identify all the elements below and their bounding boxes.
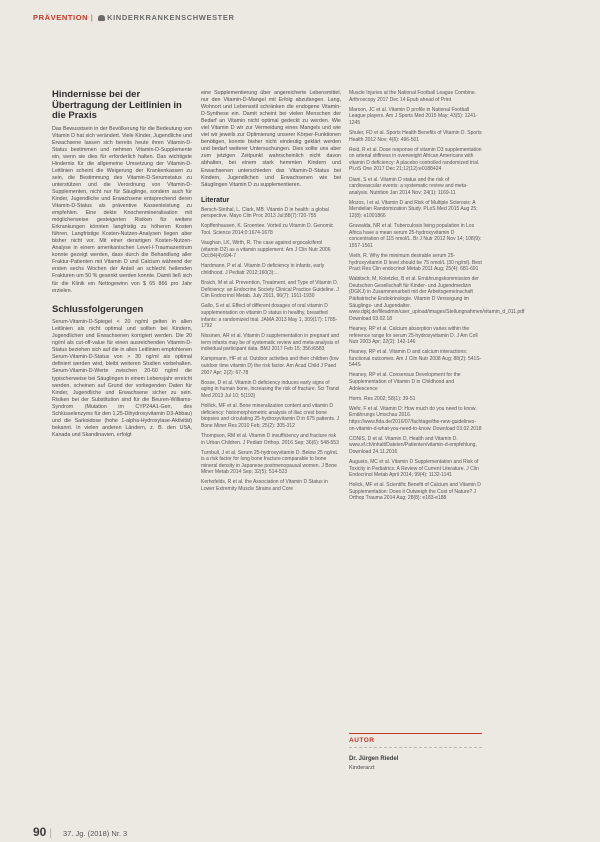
body-paragraph: Das Bewusstsein in der Bevölkerung für die Bedeutung von Vitamin D hat sich verändert. Viele Kinder, Jugendliche und Erwachsene lassen sich bereits heute ihren Vitamin-D-Status bestimmen und nehmen Vitamin-D-Supplemente ein, wenn sie dies für erforderlich halten. Das wichtigste Hindernis für die allgemeine Umsetzung der Vitamin-D-Leitlinien scheint die Weigerung der Krankenkassen zu sein, die Bestimmung des Vitamin-D-Serumstatus zu unterstützen und die Verordnung von Vitamin-D-Supplementen, nicht nur für Säuglinge, sondern auch für Kinder, Jugendliche und Erwachsene entsprechend deren Vitamin-D-Status als präventive Kassenleistung zu empfehlen. Eine dekte Knochenmineralisation mit möglicherweise gesteigerten Risiken für weitere Erkrankungen könnten langfristig zu höheren Kosten führen. Langfristige Kosten-Nutzen-Analysen liegen aber bisher nicht vor. Mit einer derartigen Kosten-Nutzen-Analyse in einem amerikanischen Level-I-Traumazentrum konnte gezeigt werden, dass durch die Behandlung aller Fraktur-Patienten mit Vitamin D und Calcium während der ersten sechs Wochen der Anteil an schlecht heilenden Frakturen um 50 % gesenkt werden konnte. Damit ließ sich für die Klinik ein Nettogewinn von $ 65 866 pro Jahr erzielen. [52, 125, 192, 294]
section-label: PRÄVENTION [33, 13, 89, 22]
reference-item: Thompson, RM et al. Vitamin D insufficiency and fracture risk in Urban Children. J Pediatr Orthop. 2016 Sep; 36(6): 548-553 [201, 432, 339, 446]
reference-item: Nissinen, AR et al. Vitamin D supplementation in pregnant and term infants may be of systematic review and meta-analysis of individual participant data. BMJ 2017 Feb 15; 356:i6583 [201, 333, 340, 353]
reference-item: Kampmann, HF et al. Outdoor activities and their children (low outdoor time vitamin D) the risk factor. Am Acad Child J Paed 2007 Apr; 2(2): 67-78 [201, 356, 339, 376]
page-footer [33, 823, 127, 841]
reference-item: Kopffenhausen, K. Groentee. Vorteil zu Vitamin D. Genomic Tool. Science 2014;0:1674-1678 [201, 223, 334, 236]
footer-separator: | [49, 828, 52, 839]
publication-name: KINDERKRANKENSCHWESTER [107, 13, 235, 22]
column-2 [201, 90, 341, 496]
publication-logo-icon [98, 15, 105, 21]
reference-item: Gallo, S et al. Effect of different dosages of oral vitamin D supplementation on vitamin D status in healthy, breastfed infants: a randomized trial. JAMA 2013 May 1, 309(17): 1785-1792 [201, 303, 338, 330]
author-divider [349, 747, 482, 748]
reference-item: Turnbull, J et al. Serum 25-hydroxyvitamin D. Below 25 ng/mL is a risk factor for long bone fracture comparable to bone mineral density in Japanese postmenopausal women. J Bone Miner Metab 2014 Sep; 32(5): 514-523 [201, 449, 338, 476]
reference-item: Holick, MF et al. Scientific Benefit of Calcium and Vitamin D Supplementation: Does it Outweigh the Cost of Nature? J Orthop Trauma 2014 Aug; 28(8): e183-e188 [349, 482, 481, 502]
reference-item: Heaney, RP et al. Consensus Development for the Supplementation of Vitamin D in Childhood and Adolescence [349, 372, 461, 392]
reference-item: Wabitsch, M, Koletzko, B et al. Ernährungskommission der Deutschen Gesellschaft für Kinder- und Jugendmedizin (DGKJ) in Zusammenarbeit mit der Arbeitsgemeinschaft Pädiatrische Endokrinologie. Vitamin D Versorgung im Säuglings- und Jugendalter. www.dgkj.de/fileadmin/user_upload/images/Stellungnahmen/vitamin_d_011.pdf Download 03.02.18 [349, 276, 525, 322]
body-paragraph: Serum-Vitamin-D-Spiegel < 20 ng/ml gelten in allen Leitlinien als nicht optimal und sollten bei Kindern, Jugendlichen und Erwachsenen korrigiert werden. Die 20 ng/ml als cut-off-value für einen ausreichenden Vitamin-D-Status beziehen sich auf die in allen Leitlinien empfohlenen Serum-Vitamin-D-Status von > 30 ng/ml als optimal definiert werden wird, bleibt weiteren Studien vorbehalten. Serum-Vitamin-D-Werte zwischen 20-60 ng/ml die typischerweise bei Säuglingen in einem Lebensjahr erreicht werden, scheinen auf Grund der vorliegenden Daten für Kinder, Jugendliche und Erwachsene sicher zu sein. Risiken bei der Substitution sind für die Beuren-Williams-Syndrom (Mutation im CYP24A1-Gen, des Schlüsselenzyms für den 1,25-Dihydroxyvitamin D3-Abbau) und die Sarkoidose (hohe 1-alpha-Hydroxylase-Aktivität) bekannt. In vielen anderen Ländern, z. B. den USA, Kanada und Skandinavien, erfolgt [52, 319, 192, 438]
reference-item: Hardmann, P et al. Vitamin D deficiency in infants, early childhood. J Pediatr 2012;160(3):... [201, 263, 325, 276]
reference-item: Vaughan, LK, Wirth, R. The case against ergocalciferol (vitamin D2) as a vitamin supplement. Am J Clin Nutr 2006 Oct;84(4):694-7 [201, 240, 331, 260]
reference-item: Heaney, RP et al. Calcium absorption varies within the reference range for serum 25-hydroxyvitamin D. J Am Coll Nutr 2003 Apr; 22(2): 142-146 [349, 325, 478, 346]
issue-info: 37. Jg. (2018) Nr. 3 [62, 829, 128, 838]
reference-item: Reid, R et al. Dose response of vitamin D3 supplementation on arterial stiffness in overweight African Americans with vitamin D deficiency: A placebo controlled randomized trial. PLoS One 2017 Dec 21;12(12):e0188424 [349, 146, 482, 173]
reference-item: Augusto, MC et al. Vitamin D Supplementation and Risk of Toxicity in Pediatrics: A Review of Current Literature. J Clin Endocrinol Metab April 2014; 99(4): 1132-1141 [349, 459, 479, 479]
reference-item: Wehr, F et al. Vitamin D: How much do you need to know. Ernährungs Umschau 2016. https://www.fida.de/2016/07/fachtage/the-new-guidelines-on-vitamin-d-what-you-need-to-know. Download 03.02.2018 [349, 405, 482, 432]
reference-list [201, 207, 341, 493]
reference-item: Maroon, JC et al. Vitamin D profile in National Football League players. Am J Sports Med 2015 May; 43(5): 1241-1245 [349, 106, 478, 126]
reference-item: Bersch-Sinthal, L. Clark, MB. Vitamin D in health: a global perspective. Mayo Clin Proc 2013 Jul;88(7):720-755 [201, 206, 329, 220]
author-top-rule [349, 733, 482, 734]
column-3-references [349, 90, 525, 506]
reference-item: CONIS, D et al. Vitamin D, Health and Vitamin D. www.sf.ch/inhalt/Dateien/Patienten/vitamin-d-empfehlung, Download 24.11.2016 [349, 435, 477, 455]
heading-literature: Literatur [201, 196, 230, 204]
reference-item: Gruwalda, NR et al. Tuberculosis living population in Los Africa have a mean serum 25-hydroxyvitamin D concentration of 115 nmol/L. Br J Nutr 2012 Nov 14; 108(9): 1557-1561 [349, 223, 482, 249]
heading-conclusions: Schlussfolgerungen [52, 303, 144, 315]
reference-item: Kerhofelds, R et al. the Association of Vitamin D Status in Lower Extremity Muscle Strains and Core [201, 479, 328, 493]
heading-obstacles: Hindernisse bei der Übertragung der Leitlinien in die Praxis [52, 89, 182, 121]
author-name: Dr. Jürgen Riedel [349, 756, 399, 762]
page-number: 90 [33, 825, 47, 839]
body-paragraph: eine Supplementierung über angereicherte Lebensmittel, nur den Vitamin-D-Mangel mit Erfolg abzufangen. Lang, Wohnort und Lebensstil schränken die endogene Vitamin-D-Synthese ein. Damit scheint bei vielen Menschen der Bedarf an Vitamin nicht optimal gedeckt zu werden. Wie viel Vitamin D wir zur Vermeidung eines Mangels und wie viel wir jeweils zur Optimierung unserer Körper-Funktionen benötigen, konnte bisher nicht eindeutig geklärt werden und bedarf weiterer Untersuchungen. Dies sollte uns aber zum jetzigen Zeitpunkt wahrscheinlich nicht davon abhalten, bei einem stark hemmten Kindern und Erwachsenen unterschieden das Vitamin-D-Status bei Kindern, Jugendlichen und Erwachsenen wie bei Säuglingen Vitamin D zu supplementieren. [201, 90, 341, 188]
reference-item: Shuler, FD et al. Sports Health Benefits of Vitamin D. Sports Health 2012 Nov; 4(6): 496-501 [349, 129, 482, 143]
author-role: Kinderarzt [349, 765, 375, 771]
reference-item: Braich, M et al. Prevention, Treatment, and Type of Vitamin D. Deficiency: an Endocrine Society Clinical Practice Guideline. J Clin Endocrinol Metab. July 2011, 96(7): 1911-1930 [201, 280, 339, 300]
header-separator: | [90, 13, 94, 22]
reference-item: Vieth, R. Why the minimum desirable serum 25-hydroxyvitamin D level should be 75 nmol/L (30 ng/ml). Best Pract Res Clin endocrinol Metab 2011 Aug; 25(4): 681-691 [349, 252, 482, 273]
running-header [33, 13, 234, 22]
reference-item: Horm. Res 2002; 58(1): 39-51 [349, 395, 416, 402]
reference-item: Diani, S et al. Vitamin D status and the risk of cardiovascular events: a systematic review and meta-analysis. Nutrition Jan 2014 Nov; 24(1): 1169-11 [349, 176, 468, 196]
reference-item: Heaney, RP et al. Vitamin D and calcium interactions: functional outcomes. Am J Clin Nutr 2008 Aug; 88(2): 541S-544S [349, 349, 482, 369]
reference-item: Bosse, D et al. Vitamin D deficiency induces early signs of aging in human bone, increasing the risk of fracture. Sci Transl Med 2013 Jul 10; 5(193) [201, 379, 340, 399]
reference-item: Hollick, MF et al. Bone mineralization content and vitamin D deficiency: histomorphometric analysis of iliac crest bone biopsies and circulating 25-hydroxyvitamin D in 675 patients. J Bone Miner Res 2010 Feb; 25(2): 305-312 [201, 403, 340, 429]
reference-item: Muscle Injuries at the National Football League Combine. Arthroscopy 2017 Dec 14 Epub ahead of Print [349, 90, 477, 103]
reference-item: Mozos, I et al. Vitamin D and Risk of Multiple Sclerosis: A Mendelian Randomization Study. PLoS Med 2015 Aug 25; 12(8): e1001866 [349, 199, 478, 219]
author-label: AUTOR [349, 737, 375, 744]
column-1 [52, 90, 192, 439]
